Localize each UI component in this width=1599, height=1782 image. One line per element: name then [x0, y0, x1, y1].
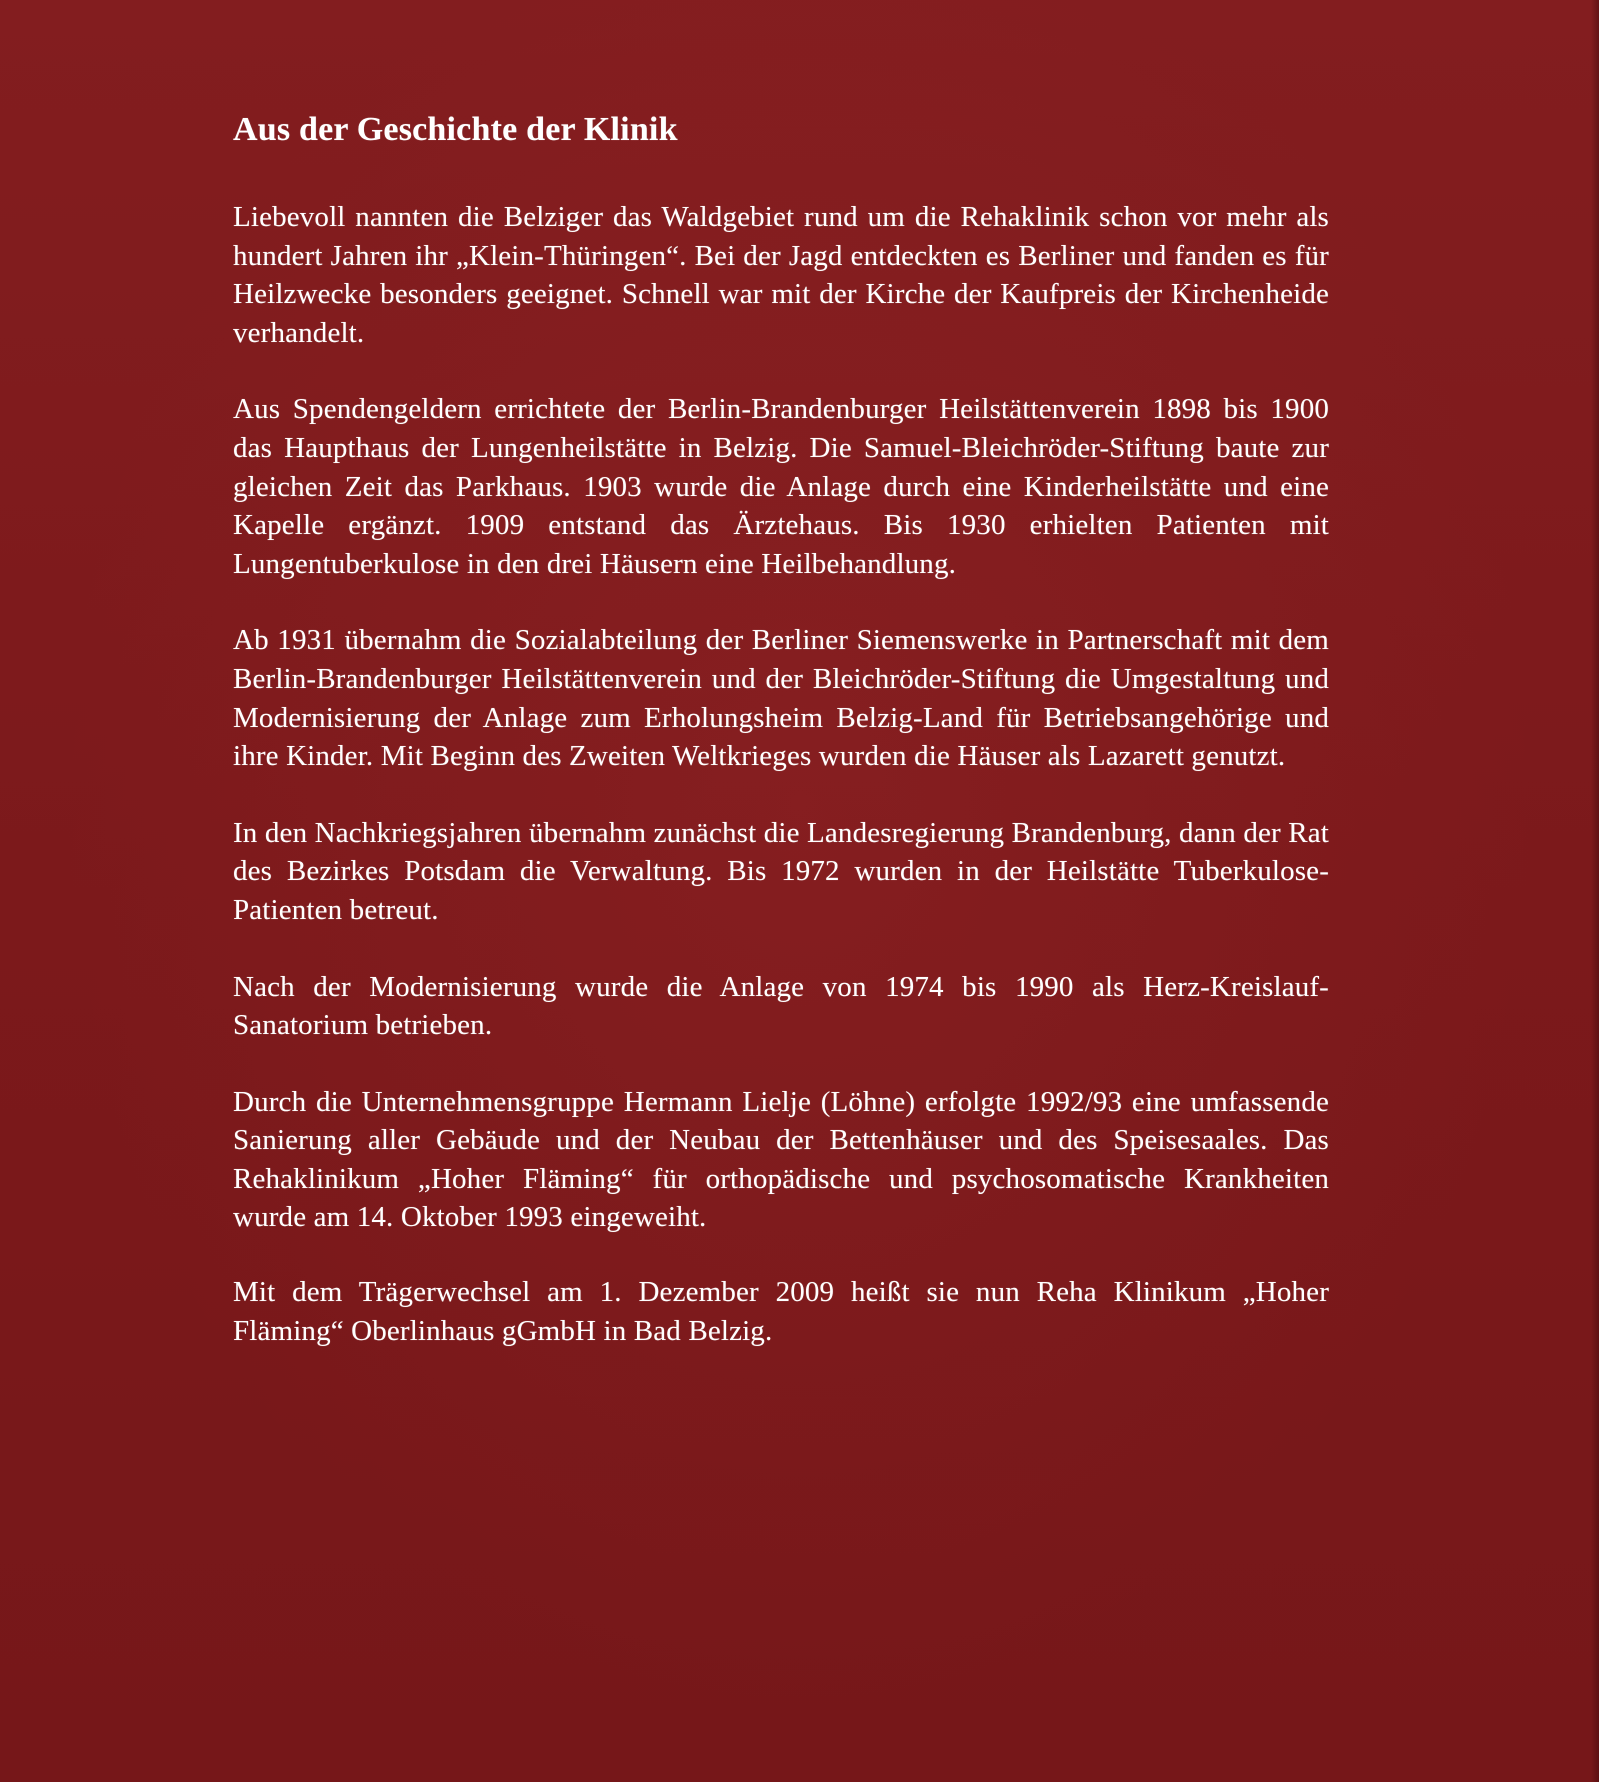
paragraph-sanierung: Durch die Unternehmensgruppe Hermann Lielje (Löhne) erfolgte 1992/93 eine umfassende Sanierung aller Gebäude und der Neubau der Bettenhäuser und des Speisesaales. Das Rehaklinikum „Hoher Fläming“ für orthopädische und psychosomatische Krankheiten wurde am 14. Oktober 1993 eingeweiht. [233, 1085, 1329, 1234]
history-text-block [233, 110, 1329, 1350]
paragraph-sanatorium: Nach der Modernisierung wurde die Anlage von 1974 bis 1990 als Herz-Kreislauf-Sanatorium betrieben. [233, 970, 1329, 1042]
paragraph-lungenheilstaette: Aus Spendengeldern errichtete der Berlin-Brandenburger Heilstättenverein 1898 bis 1900 das Haupthaus der Lungenheilstätte in Belzig. Die Samuel-Bleichröder-Stiftung baute zur gleichen Zeit das Parkhaus. 1903 wurde die Anlage durch eine Kinderheilstätte und eine Kapelle ergänzt. 1909 entstand das Ärztehaus. Bis 1930 erhielten Patienten mit Lungentuberkulose in den drei Häusern eine Heilbehandlung. [233, 393, 1329, 580]
paragraph-klein-thueringen: Liebevoll nannten die Belziger das Waldgebiet rund um die Rehaklinik schon vor mehr als hundert Jahren ihr „Klein-Thüringen“. Bei der Jagd entdeckten es Berliner und fanden es für Heilzwecke besonders geeignet. Schnell war mit der Kirche der Kaufpreis der Kirchenheide verhandelt. [233, 201, 1329, 349]
paragraph-traegerwechsel: Mit dem Trägerwechsel am 1. Dezember 2009 heißt sie nun Reha Klinikum „Hoher Fläming“ Oberlinhaus gGmbH in Bad Belzig. [233, 1276, 1329, 1347]
paragraph-siemenswerke: Ab 1931 übernahm die Sozialabteilung der Berliner Siemenswerke in Partnerschaft mit dem Berlin-Brandenburger Heilstättenverein und der Bleichröder-Stiftung die Umgestaltung und Modernisierung der Anlage zum Erholungsheim Belzig-Land für Betriebsangehörige und ihre Kinder. Mit Beginn des Zweiten Weltkrieges wurden die Häuser als Lazarett genutzt. [233, 624, 1329, 773]
page-title: Aus der Geschichte der Klinik [233, 111, 678, 148]
cover-edge-shadow [1591, 0, 1599, 1782]
paragraph-nachkriegsjahre: In den Nachkriegsjahren übernahm zunächst die Landesregierung Brandenburg, dann der Rat des Bezirkes Potsdam die Verwaltung. Bis 1972 wurden in der Heilstätte Tuberkulose-Patienten betreut. [233, 816, 1329, 926]
